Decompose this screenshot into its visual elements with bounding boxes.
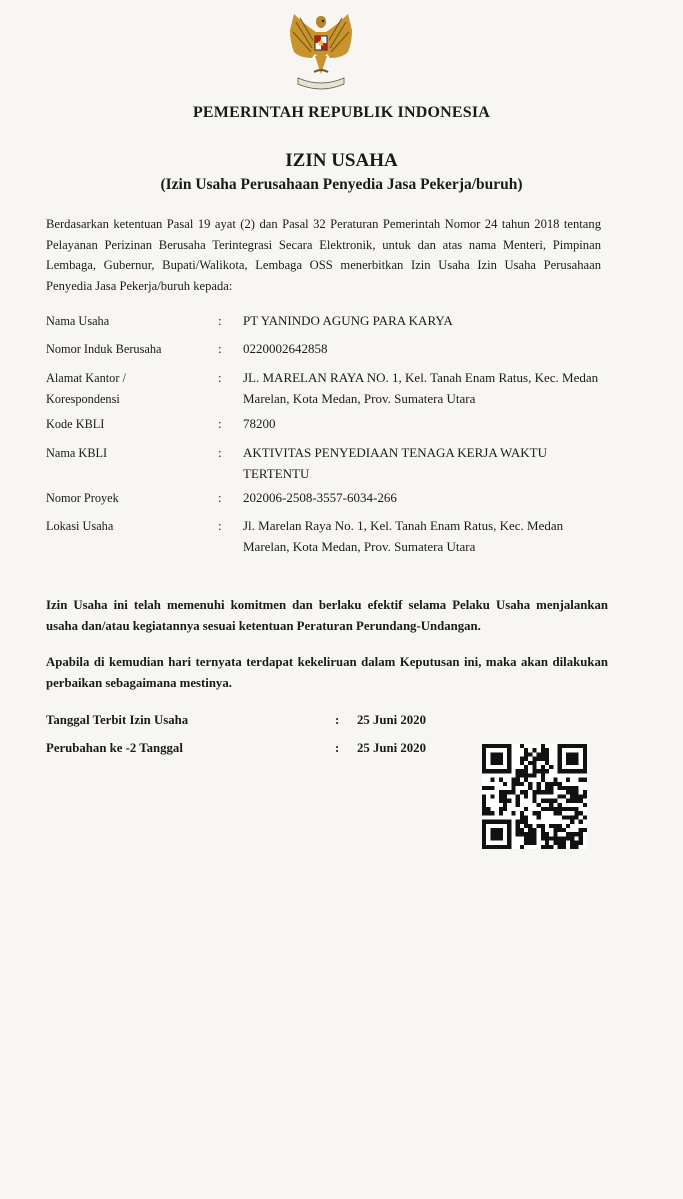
detail-colon: :	[218, 445, 222, 460]
detail-label: Alamat Kantor / Korespondensi	[46, 371, 126, 406]
detail-colon: :	[218, 341, 222, 356]
detail-colon: :	[218, 370, 222, 385]
detail-label: Nomor Proyek	[46, 491, 119, 505]
detail-label: Lokasi Usaha	[46, 519, 114, 533]
validity-paragraph: Izin Usaha ini telah memenuhi komitmen dan berlaku efektif selama Pelaku Usaha menjalankan usaha dan/atau kegiatannya sesuai ketentuan Peraturan Perundang-Undangan.	[46, 598, 608, 633]
detail-value: Jl. Marelan Raya No. 1, Kel. Tanah Enam Ratus, Kec. Medan Marelan, Kota Medan, Prov. Sumatera Utara	[243, 518, 564, 554]
intro-paragraph: Berdasarkan ketentuan Pasal 19 ayat (2) dan Pasal 32 Peraturan Pemerintah Nomor 24 tahun 2018 tentang Pelayanan Perizinan Berusaha Terintegrasi Secara Elektronik, untuk dan atas nama Menteri, Pimpinan Lembaga, Gubernur, Bupati/Walikota, Lembaga OSS menerbitkan Izin Usaha Izin Usaha Perusahaan Penyedia Jasa Pekerja/buruh kepada:	[46, 217, 601, 293]
date-colon: :	[335, 713, 340, 727]
detail-value: JL. MARELAN RAYA NO. 1, Kel. Tanah Enam Ratus, Kec. Medan Marelan, Kota Medan, Prov. Sumatera Utara	[243, 370, 599, 406]
detail-colon: :	[218, 518, 222, 533]
document-title: IZIN USAHA	[285, 150, 398, 171]
date-value: 25 Juni 2020	[357, 713, 426, 727]
document-subtitle: (Izin Usaha Perusahaan Penyedia Jasa Pekerja/buruh)	[160, 176, 523, 193]
date-colon: :	[335, 741, 340, 755]
detail-value: 0220002642858	[243, 341, 328, 356]
date-label: Perubahan ke -2 Tanggal	[46, 741, 183, 755]
government-heading: PEMERINTAH REPUBLIK INDONESIA	[192, 104, 491, 121]
detail-value: PT YANINDO AGUNG PARA KARYA	[243, 313, 453, 328]
date-label: Tanggal Terbit Izin Usaha	[46, 713, 189, 727]
correction-paragraph: Apabila di kemudian hari ternyata terdapat kekeliruan dalam Keputusan ini, maka akan dilakukan perbaikan sebagaimana mestinya.	[46, 655, 608, 690]
detail-label: Nomor Induk Berusaha	[46, 342, 162, 356]
detail-value: 78200	[243, 416, 276, 431]
qr-code-icon	[482, 744, 587, 849]
garuda-emblem-icon	[286, 12, 356, 94]
detail-label: Nama Usaha	[46, 314, 110, 328]
detail-label: Nama KBLI	[46, 446, 108, 460]
detail-colon: :	[218, 490, 222, 505]
detail-value: AKTIVITAS PENYEDIAAN TENAGA KERJA WAKTU TERTENTU	[243, 445, 547, 481]
detail-label: Kode KBLI	[46, 417, 105, 431]
detail-colon: :	[218, 313, 222, 328]
date-value: 25 Juni 2020	[357, 741, 426, 755]
detail-colon: :	[218, 416, 222, 431]
detail-value: 202006-2508-3557-6034-266	[243, 490, 397, 505]
